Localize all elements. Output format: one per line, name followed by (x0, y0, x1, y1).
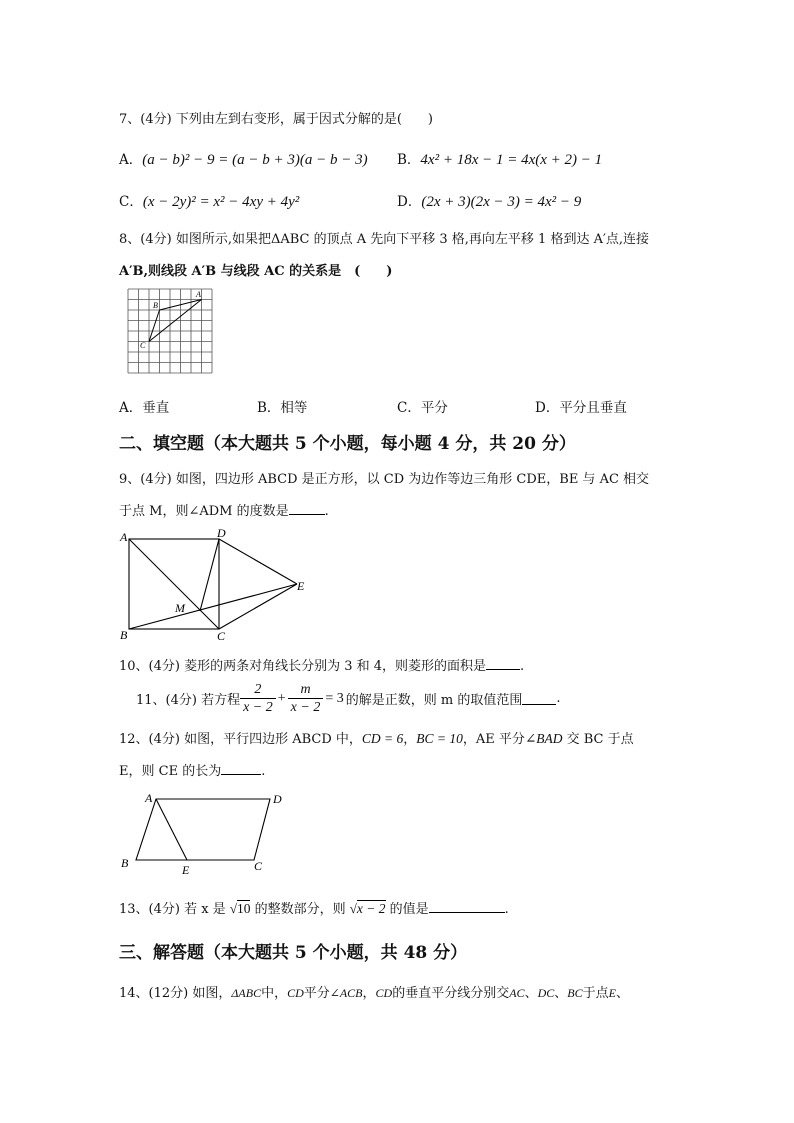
answer-blank (486, 657, 520, 670)
q12-line2: E，则 CE 的长为 (119, 764, 222, 779)
q12-text-c: 交 BC 于点 (562, 732, 634, 747)
line-dm (200, 539, 219, 611)
question-8-line2: A′B,则线段 A′B 与线段 AC 的关系是 ( ) (119, 264, 393, 279)
question-14 (119, 982, 629, 1001)
label-e: E (297, 579, 305, 593)
plus-sign: + (277, 690, 286, 706)
label-b: B (120, 628, 128, 642)
sqrt-x-minus-2: x − 2 (356, 901, 386, 916)
option-expr: (a − b)² − 9 = (a − b + 3)(a − b − 3) (142, 152, 368, 168)
question-12-line2 (119, 760, 265, 779)
sqrt-sign-2: √ (349, 901, 357, 916)
label-m: M (175, 601, 185, 615)
answer-blank (522, 692, 556, 705)
fraction-1 (240, 681, 276, 716)
option-expr: (x − 2y)² = x² − 4xy + 4y² (142, 194, 300, 210)
label-c: C (254, 859, 263, 873)
fraction-2 (288, 681, 324, 716)
section-2-heading: 二、填空题（本大题共 5 个小题，每小题 4 分，共 20 分） (119, 434, 576, 454)
q12-end: . (261, 764, 266, 779)
label-d: D (273, 792, 282, 806)
option-label: A． (119, 152, 143, 168)
question-7-stem: 7、(4分) 下列由左到右变形，属于因式分解的是( ) (119, 112, 433, 127)
q7-option-b (397, 148, 602, 169)
q12-text-b: ，AE 平分 (462, 732, 525, 747)
q14-b: 中， (261, 986, 288, 1001)
label-b: B (121, 856, 129, 870)
q7-option-c (119, 190, 299, 211)
label-b: B (153, 301, 158, 310)
equals-value: = 3 (325, 690, 344, 706)
question-11 (136, 681, 560, 716)
q14-h: 于点 (582, 986, 609, 1001)
q14-c: 平分 (303, 986, 330, 1001)
side-ce (219, 584, 297, 629)
q14-a: 14、(12分) 如图， (119, 986, 232, 1001)
q13-suffix: 的值是 (385, 902, 429, 917)
q8-option-c: C．平分 (397, 400, 448, 416)
answer-blank (221, 762, 261, 775)
fraction-denominator: x − 2 (243, 700, 273, 715)
q14-e: 的垂直平分线分别交 (392, 986, 510, 1001)
sqrt-10: 10 (236, 901, 251, 916)
q12-cd: CD = 6 (361, 731, 404, 746)
question-12-line1 (119, 728, 634, 747)
label-a: A (120, 530, 128, 544)
option-label: B． (397, 152, 421, 168)
q13-mid: 的整数部分，则 (250, 902, 346, 917)
label-a: A (145, 791, 153, 805)
q7-option-d (397, 190, 581, 211)
q8-grid-figure (126, 287, 218, 375)
q13-prefix: 13、(4分) 若 x 是 (119, 902, 226, 917)
q12-text-a: 12、(4分) 如图，平行四边形 ABCD 中， (119, 732, 362, 747)
q14-dc: DC (537, 986, 555, 1000)
label-c: C (140, 341, 146, 350)
question-9-line1: 9、(4分) 如图，四边形 ABCD 是正方形，以 CD 为边作等边三角形 CDE，BE 与 AC 相交 (119, 472, 650, 487)
q14-angle: ∠ACB (329, 986, 363, 1000)
q9-end: . (324, 504, 329, 519)
diagonal-ac (129, 539, 219, 629)
option-label: C． (119, 194, 143, 210)
q8-option-a: A．垂直 (119, 400, 170, 416)
q11-end: . (556, 691, 561, 706)
q14-cd: CD (287, 986, 304, 1000)
side-de (219, 539, 297, 584)
q10-text: 10、(4分) 菱形的两条对角线长分别为 3 和 4，则菱形的面积是 (119, 659, 487, 674)
parallelogram-abcd (136, 799, 270, 860)
q12-angle: ∠BAD (524, 731, 563, 746)
fraction-numerator: 2 (240, 681, 276, 699)
question-10 (119, 655, 524, 674)
q13-end: . (504, 902, 509, 917)
q14-d: ， (362, 986, 376, 1001)
q14-g: 、 (554, 986, 568, 1001)
fraction-numerator: m (288, 681, 324, 699)
answer-blank (429, 900, 505, 913)
q14-bc: BC (567, 986, 583, 1000)
option-label: D． (397, 194, 422, 210)
question-9-line2 (119, 500, 329, 519)
option-expr: (2x + 3)(2x − 3) = 4x² − 9 (421, 194, 582, 210)
answer-blank (289, 502, 325, 515)
label-a: A (196, 290, 201, 299)
label-d: D (217, 526, 226, 540)
sqrt-sign-1: √ (229, 901, 237, 916)
q12-bc: BC = 10 (416, 731, 463, 746)
q14-i: 、 (615, 986, 629, 1001)
q11-suffix: 的解是正数，则 m 的取值范围 (345, 693, 523, 708)
q11-prefix: 11、(4分) 若方程 (136, 693, 241, 708)
question-13 (119, 898, 509, 917)
q8-option-b: B．相等 (257, 400, 308, 416)
q9-square-figure (116, 525, 316, 645)
q14-f: 、 (524, 986, 538, 1001)
label-c: C (217, 629, 226, 643)
fraction-denominator: x − 2 (290, 700, 321, 715)
q14-triangle: ΔABC (231, 986, 262, 1000)
line-ae (156, 799, 187, 860)
label-e: E (182, 863, 190, 877)
q9-text: 于点 M，则∠ADM 的度数是 (119, 504, 289, 519)
q10-end: . (520, 659, 525, 674)
q8-option-d: D．平分且垂直 (535, 400, 627, 416)
q12-parallelogram-figure (118, 788, 296, 880)
q14-ac: AC (509, 986, 525, 1000)
section-3-heading: 三、解答题（本大题共 5 个小题，共 48 分） (119, 943, 468, 963)
q7-option-a (119, 148, 368, 169)
q14-point-e: E (608, 986, 616, 1000)
option-expr: 4x² + 18x − 1 = 4x(x + 2) − 1 (420, 152, 603, 168)
q12-sep: ， (403, 732, 417, 747)
q14-cd-2: CD (375, 986, 393, 1000)
question-8-line1: 8、(4分) 如图所示,如果把ΔABC 的顶点 A 先向下平移 3 格,再向左平移 1 格到达 A′点,连接 (119, 232, 650, 247)
